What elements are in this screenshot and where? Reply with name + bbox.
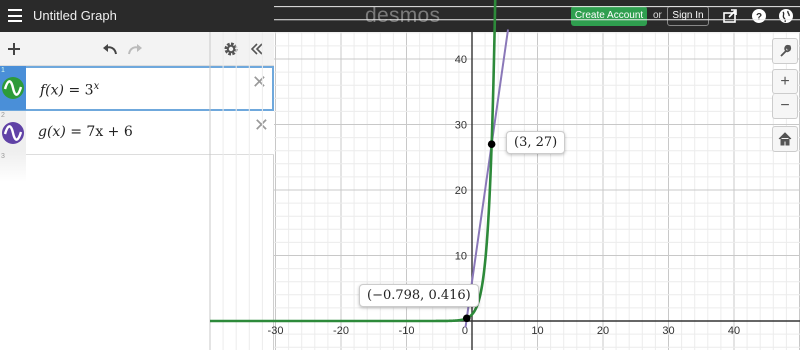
- x-tick-label: 10: [531, 325, 544, 337]
- x-tick-label: 0: [461, 325, 468, 337]
- expression-formula[interactable]: g(x) = 7x + 6: [38, 124, 133, 140]
- expression-row-2[interactable]: [0, 111, 274, 155]
- or-text: or: [653, 10, 662, 21]
- point-label[interactable]: (−0.798, 0.416): [359, 284, 479, 307]
- expression-formula[interactable]: $f(x) = 3^x$: [40, 81, 100, 99]
- expression-toolbar: [0, 32, 274, 66]
- base-value: 3: [84, 82, 94, 99]
- graph-canvas[interactable]: [267, 32, 800, 350]
- x-tick-label: 30: [662, 325, 675, 337]
- delete-icon[interactable]: ✕: [253, 115, 269, 135]
- x-tick-label: -30: [267, 325, 284, 337]
- x-tick-label: -20: [333, 325, 349, 337]
- undo-icon[interactable]: [101, 42, 119, 56]
- expression-tab[interactable]: [0, 111, 26, 154]
- graph-title[interactable]: Untitled Graph: [33, 8, 117, 23]
- x-tick-label: 20: [596, 325, 610, 337]
- home-icon[interactable]: [772, 126, 798, 152]
- point-label[interactable]: (3, 27): [506, 131, 565, 154]
- y-tick-label: 40: [454, 54, 467, 66]
- create-account-button[interactable]: Create Account: [571, 6, 647, 26]
- function-name: g(x): [38, 124, 66, 140]
- y-tick-label: 30: [454, 119, 467, 132]
- function-name: f(x): [40, 82, 65, 99]
- empty-expression-row[interactable]: [0, 152, 26, 182]
- sign-in-button[interactable]: Sign In: [667, 6, 709, 26]
- zoom-out-button[interactable]: −: [772, 94, 798, 119]
- expression-tab[interactable]: [0, 66, 26, 110]
- y-tick-label: 10: [454, 250, 467, 263]
- globe-icon[interactable]: [778, 8, 794, 24]
- expression-number: 1: [1, 67, 5, 74]
- x-tick-label: 40: [727, 325, 741, 337]
- sine-wave-icon[interactable]: [2, 77, 24, 99]
- intersection-point: [463, 314, 471, 322]
- help-icon[interactable]: [751, 8, 767, 24]
- redo-icon[interactable]: [126, 42, 144, 56]
- expression-panel: [0, 32, 274, 350]
- graph-settings-wrench-icon[interactable]: [772, 38, 798, 64]
- delete-icon[interactable]: ✕: [251, 72, 267, 92]
- svg-text:?: ?: [755, 12, 763, 23]
- expression-number: 3: [1, 153, 5, 160]
- collapse-panel-icon[interactable]: [250, 42, 264, 56]
- function-body: 7x + 6: [86, 124, 133, 140]
- x-tick-label: -10: [398, 325, 415, 337]
- add-expression-icon[interactable]: [7, 42, 21, 56]
- top-bar: [0, 0, 800, 32]
- zoom-in-button[interactable]: +: [772, 69, 798, 94]
- menu-icon[interactable]: [8, 9, 22, 22]
- exponent: x: [93, 81, 100, 92]
- brand-logo: desmos: [365, 4, 441, 27]
- intersection-point: [488, 140, 496, 148]
- y-tick-label: 20: [454, 185, 467, 197]
- expression-row-1[interactable]: [0, 66, 274, 111]
- expression-number: 2: [1, 112, 5, 119]
- share-icon[interactable]: [722, 8, 738, 24]
- sine-wave-icon[interactable]: [2, 122, 24, 144]
